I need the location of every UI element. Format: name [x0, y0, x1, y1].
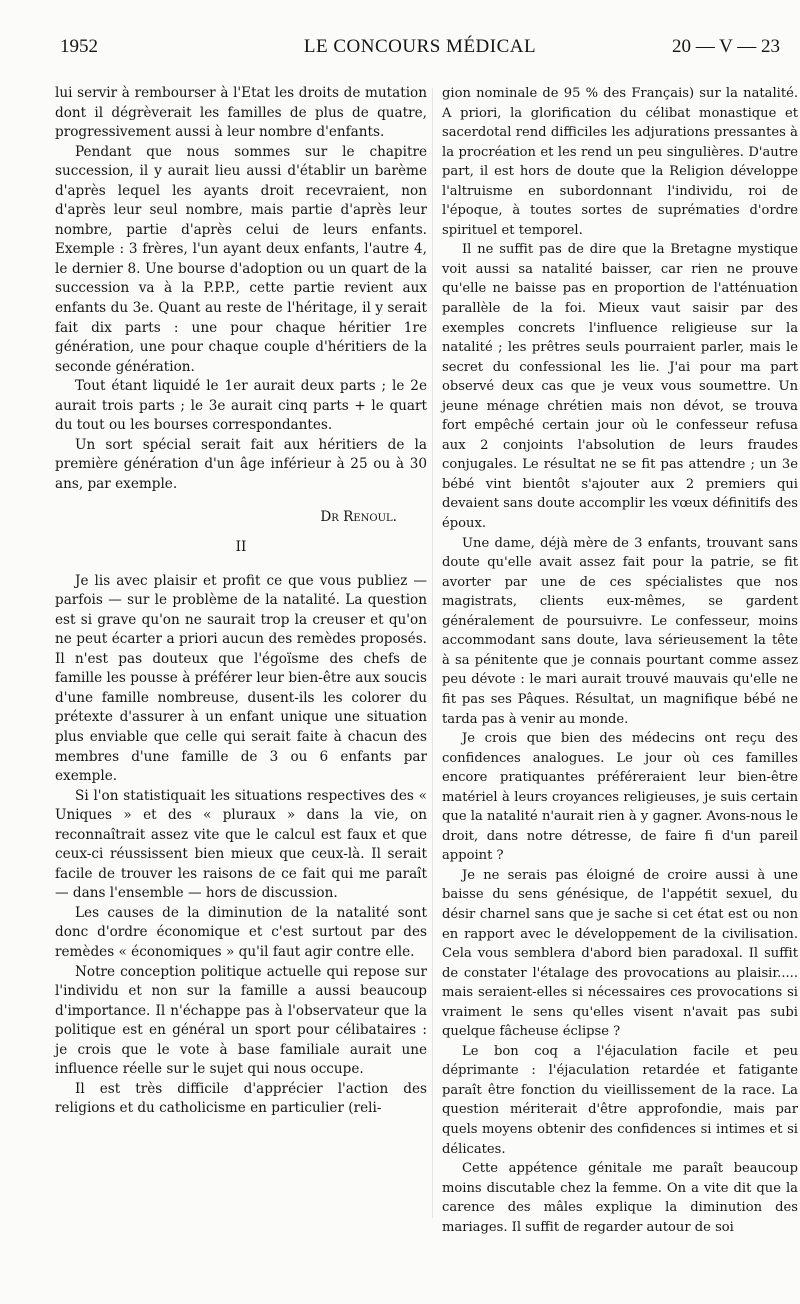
column-divider — [432, 88, 433, 1218]
journal-title: LE CONCOURS MÉDICAL — [303, 36, 537, 57]
right-column — [442, 84, 798, 1237]
paragraph: Je crois que bien des médecins ont reçu des confidences analogues. Le jour où ces familles encore pratiquantes préféreraient leur bien-être matériel à leurs croyances religieuses, je suis certain que la natalité n'aurait rien à y gagner. Avons-nous le droit, dans notre détresse, de faire fi d'un pareil appoint ? — [442, 731, 798, 864]
paragraph: Une dame, déjà mère de 3 enfants, trouvant sans doute qu'elle avait assez fait pour la patrie, se fit avorter par une de ces spécialistes que nos magistrats, clients eux-mêmes, se gardent généralement de poursuivre. Le confesseur, moins accommodant sans doute, lava sérieusement la tête à sa pénitente que je connais pourtant comme assez peu dévote : le mari aurait trouvé mauvais qu'elle ne fit pas ses Pâques. Résultat, un magnifique bébé ne tarda pas à venir au monde. — [442, 535, 798, 727]
page-number: 1952 — [60, 36, 98, 57]
page-header — [60, 36, 780, 66]
paragraph: Il est très difficile d'apprécier l'action des religions et du catholicisme en particulier (reli- — [55, 1080, 427, 1117]
paragraph: lui servir à rembourser à l'Etat les droits de mutation dont il dégrèverait les familles de plus de quatre, progressivement aussi à leur nombre d'enfants. — [55, 85, 427, 141]
author-signature: Dr Renoul. — [320, 509, 397, 526]
paragraph: gion nominale de 95 % des Français) sur la natalité. A priori, la glorification du célibat monastique et sacerdotal rend difficiles les adjurations pressantes à la procréation et les rend un peu singulières. D'autre part, il est hors de doute que la Religion développe l'altruisme en subordonnant l'individu, roi de l'époque, à toutes sortes de suprématies d'ordre spirituel et temporel. — [442, 86, 798, 238]
paragraph: Je lis avec plaisir et profit ce que vous publiez — parfois — sur le problème de la natalité. La question est si grave qu'on ne saurait trop la creuser et qu'on ne peut écarter a priori aucun des remèdes proposés. Il n'est pas douteux que l'égoïsme des chefs de famille les pousse à préférer leur bien-être aux soucis d'une famille nombreuse, dusent-ils les colorer du prétexte d'assurer à un enfant unique une situation plus enviable que celle qui serait faite à chacun des membres d'une famille de 3 ou 6 enfants par exemple. — [55, 572, 427, 785]
paragraph: Les causes de la diminution de la natalité sont donc d'ordre économique et c'est surtout par des remèdes « économiques » qu'il faut agir contre elle. — [55, 904, 427, 960]
paragraph: Le bon coq a l'éjaculation facile et peu déprimante : l'éjaculation retardée et fatigante paraît être fonction du vieillissement de la race. La question mériterait d'être approfondie, mais par quels moyens obtenir des confidences si intimes et si délicates. — [442, 1043, 798, 1157]
paragraph: Si l'on statistiquait les situations respectives des « Uniques » et des « pluraux » dans la vie, on reconnaîtrait assez vite que le calcul est faux et que ceux-ci réussissent bien mieux que ceux-là. Il serait facile de trouver les raisons de ce fait qui me paraît — dans l'ensemble — hors de discussion. — [55, 787, 427, 902]
paragraph: Un sort spécial serait fait aux héritiers de la première génération d'un âge inférieur à 25 ou à 30 ans, par exemple. — [55, 436, 427, 492]
paragraph: Notre conception politique actuelle qui repose sur l'individu et non sur la famille a aussi beaucoup d'importance. Il n'échappe pas à l'observateur que la politique est en général un sport pour célibataires : je crois que le vote à base familiale aurait une influence réelle sur le sujet qui nous occupe. — [55, 963, 427, 1078]
section-heading: II — [235, 539, 247, 556]
left-column — [55, 84, 427, 1119]
paragraph: Cette appétence génitale me paraît beaucoup moins discutable chez la femme. On a vite dit que la carence des mâles explique la diminution des mariages. Il suffit de regarder autour de soi — [442, 1161, 798, 1235]
paragraph: Je ne serais pas éloigné de croire aussi à une baisse du sens génésique, de l'appétit sexuel, du désir charnel sans que je sache si cet état est ou non en rapport avec le développement de la civilisation. Cela vous semblera d'abord bien paradoxal. Il suffit de constater l'étalage des provocations au plaisir..... mais seraient-elles si nécessaires ces provocations si vraiment le sens qu'elles visent n'avait pas subi quelque fâcheuse éclipse ? — [442, 867, 798, 1040]
paragraph: Il ne suffit pas de dire que la Bretagne mystique voit aussi sa natalité baisser, car rien ne prouve qu'elle ne baisse pas en proportion de l'atténuation parallèle de la foi. Mieux vaut saisir par des exemples concrets l'influence religieuse sur la natalité ; les prêtres seuls pourraient parler, mais le secret du confessional les lie. J'ai pour ma part observé deux cas que je veux vous soumettre. Un jeune ménage chrétien mais non dévot, se trouva fort empêché certain jour où le confesseur refusa aux 2 conjoints l'absolution de leurs fraudes conjugales. Le résultat ne se fit pas attendre ; un 3e bébé vint bientôt s'ajouter aux 2 premiers qui devaient sans doute accomplir les vœux définitifs des époux. — [442, 242, 798, 532]
paragraph: Tout étant liquidé le 1er aurait deux parts ; le 2e aurait trois parts ; le 3e aurait cinq parts + le quart du tout ou les bourses correspondantes. — [55, 378, 427, 434]
paragraph: Pendant que nous sommes sur le chapitre succession, il y aurait lieu aussi d'établir un barème d'après lequel les ayants droit recevraient, non d'après leur seul nombre, mais partie d'après leur nombre, partie d'après celui de leurs enfants. Exemple : 3 frères, l'un ayant deux enfants, l'autre 4, le dernier 8. Une bourse d'adoption ou un quart de la succession va à la P.P.P., cette partie revient aux enfants du 3e. Quant au reste de l'héritage, il y serait fait dix parts : une pour chaque héritier 1re génération, une pour chaque couple d'héritiers de la seconde génération. — [55, 143, 427, 375]
issue-date: 20 — V — 23 — [671, 36, 780, 57]
